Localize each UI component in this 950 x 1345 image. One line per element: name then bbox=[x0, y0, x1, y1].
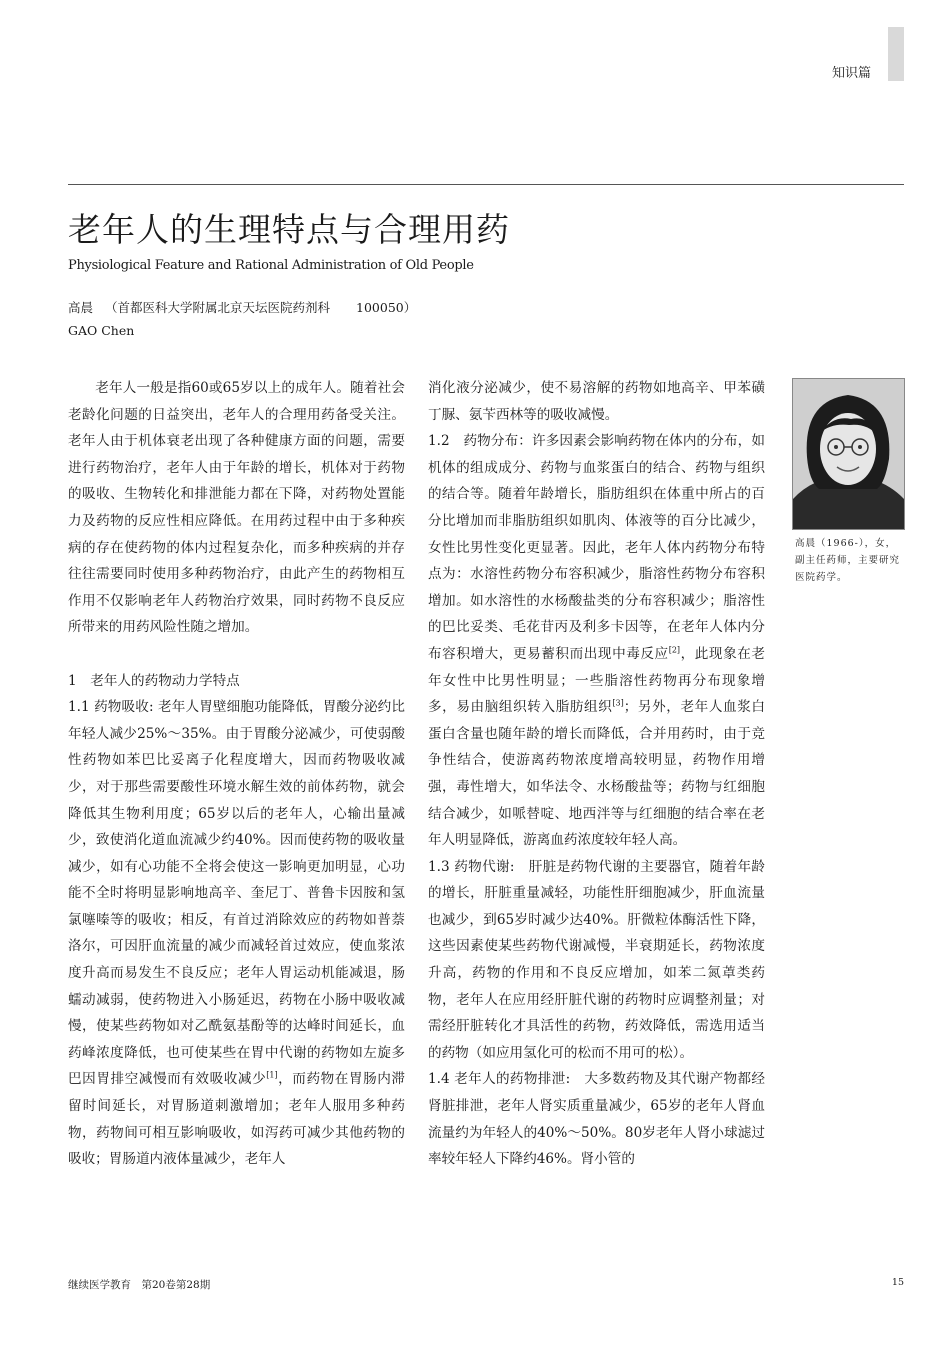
paragraph-excretion: 1.4 老年人的药物排泄: 大多数药物及其代谢产物都经肾脏排泄，老年人肾实质重量减少，65岁的老年人肾血流量约为年轻人的40%～50%。80岁老年人肾小球滤过率较年轻人下降约46%。肾小管的 bbox=[428, 1071, 765, 1168]
paragraph-distribution bbox=[428, 428, 765, 854]
author-photo bbox=[792, 378, 905, 530]
author-portrait-icon bbox=[793, 379, 904, 529]
author-name-cn: 高晨 bbox=[68, 300, 94, 315]
citation-2[interactable]: [2] bbox=[668, 645, 681, 655]
header-divider bbox=[68, 184, 904, 185]
paragraph-metabolism: 1.3 药物代谢: 肝脏是药物代谢的主要器官，随着年龄的增长，肝脏重量减轻，功能性肝细胞减少，肝血流量也减少，到65岁时减少达40%。肝微粒体酶活性下降，这些因素使某些药物代谢减慢，半衰期延长，药物浓度升高，药物的作用和不良反应增加，如苯二氮䓬类药物，老年人在应用经肝脏代谢的药物时应调整剂量；对需经肝脏转化才具活性的药物，药效降低，需选用适当的药物（如应用氢化可的松而不用可的松）。 bbox=[428, 858, 765, 1061]
article-title: 老年人的生理特点与合理用药 bbox=[68, 210, 510, 249]
citation-1[interactable]: [1] bbox=[266, 1070, 278, 1080]
journal-footer: 继续医学教育 第20卷第28期 bbox=[68, 1279, 211, 1291]
paragraph-absorption-continued: 消化液分泌减少，使不易溶解的药物如地高辛、甲苯磺丁脲、氨苄西林等的吸收减慢。 bbox=[428, 380, 765, 423]
author-name-en: GAO Chen bbox=[68, 323, 135, 338]
section-tag: 知识篇 bbox=[832, 66, 872, 81]
distribution-text-a: 1.2 药物分布：许多因素会影响药物在体内的分布，如机体的组成成分、药物与血浆蛋白的结合、药物与组织的结合等。随着年龄增长，脂肪组织在体重中所占的百分比增加而非脂肪组织如肌肉、体液等的百分比减少，女性比男性变化更显著。因此，老年人体内药物分布特点为：水溶性药物分布容积减少，脂溶性药物分布容积增加。如水溶性的水杨酸盐类的分布容积减少；脂溶性的巴比妥类、毛花苷丙及利多卡因等，在老年人体内分布容积增大，更易蓄积而出现中毒反应 bbox=[428, 433, 765, 662]
absorption-text-b: ，而药物在胃肠内滞留时间延长，对胃肠道刺激增加；老年人服用多种药物，药物间可相互影响吸收，如泻药可减少其他药物的吸收；胃肠道内液体量减少，老年人 bbox=[68, 1071, 406, 1168]
author-line bbox=[68, 298, 416, 316]
distribution-text-b: ，此现象在老年女性中比男性明显；一些脂溶性药物再分布现象增多，易由脑组织转入脂肪组织 bbox=[428, 645, 766, 716]
body-column-right bbox=[428, 375, 765, 1173]
paragraph-gap bbox=[68, 641, 405, 668]
author-bio: 高晨（1966-），女，副主任药师，主要研究医院药学。 bbox=[795, 538, 901, 583]
page-number: 15 bbox=[891, 1277, 904, 1288]
body-column-left bbox=[68, 375, 405, 1173]
article-subtitle: Physiological Feature and Rational Administration of Old People bbox=[68, 258, 474, 273]
section-tab-marker bbox=[888, 27, 904, 81]
intro-paragraph: 老年人一般是指60或65岁以上的成年人。随着社会老龄化问题的日益突出，老年人的合理用药备受关注。老年人由于机体衰老出现了各种健康方面的问题，需要进行药物治疗，老年人由于年龄的增长，机体对于药物的吸收、生物转化和排泄能力都在下降，对药物处置能力及药物的反应性相应降低。在用药过程中由于多种疾病的存在使药物的体内过程复杂化，而多种疾病的并存往往需要同时使用多种药物治疗，由此产生的药物相互作用不仅影响老年人药物治疗效果，同时药物不良反应所带来的用药风险性随之增加。 bbox=[68, 380, 405, 636]
author-zip: 100050） bbox=[356, 300, 417, 315]
author-affiliation: （首都医科大学附属北京天坛医院药剂科 bbox=[105, 300, 331, 315]
paragraph-absorption bbox=[68, 694, 405, 1173]
citation-3[interactable]: [3] bbox=[612, 698, 624, 708]
absorption-text-a: 1.1 药物吸收: 老年人胃壁细胞功能降低，胃酸分泌约比年轻人减少25%～35%。由于胃酸分泌减少，可使弱酸性药物如苯巴比妥离子化程度增大，因而药物吸收减少，对于那些需要酸性环境水解生效的前体药物，就会降低其生物利用度；65岁以后的老年人，心输出量减少，致使消化道血流减少约40%。因而使药物的吸收量减少，如有心功能不全将会使这一影响更加明显，心功能不全时将明显影响地高辛、奎尼丁、普鲁卡因胺和氢氯噻嗪等的吸收；相反，有首过消除效应的药物如普萘洛尔，可因肝血流量的减少而减轻首过效应，使血浆浓度升高而易发生不良反应；老年人胃运动机能减退，肠蠕动减弱，使药物进入小肠延迟，药物在小肠中吸收减慢，使某些药物如对乙酰氨基酚等的达峰时间延长，血药峰浓度降低，也可使某些在胃中代谢的药物如左旋多巴因胃排空减慢而有效吸收减少 bbox=[68, 699, 405, 1088]
section-heading-1: 1 老年人的药物动力学特点 bbox=[68, 672, 240, 689]
distribution-text-c: ；另外，老年人血浆白蛋白含量也随年龄的增长而降低，合并用药时，由于竞争性结合，使游离药物浓度增高较明显，药物作用增强，毒性增大，如华法令、水杨酸盐等；药物与红细胞结合减少，如哌替啶、地西泮等与红细胞的结合率在老年人明显降低，游离血药浓度较年轻人高。 bbox=[428, 699, 766, 849]
